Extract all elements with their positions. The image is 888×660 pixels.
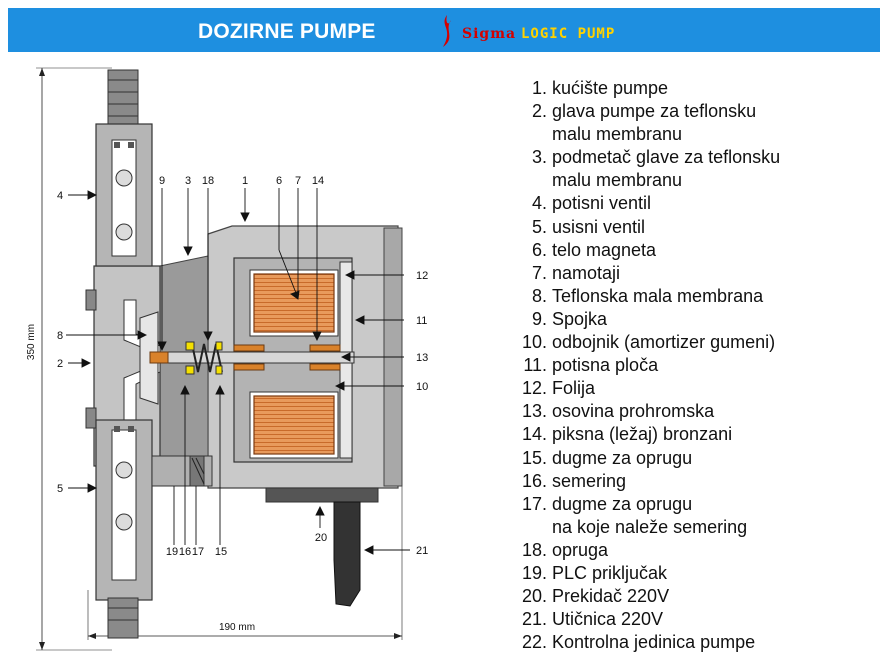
callout-12: 12 [416, 270, 429, 282]
legend-item-text: namotaji [552, 262, 621, 283]
sigma-logo [430, 12, 660, 48]
legend-item-text: na koje naleže semering [552, 516, 748, 537]
legend-item [505, 308, 780, 331]
page-title: DOZIRNE PUMPE [198, 20, 376, 43]
legend-item-text: Teflonska mala membrana [552, 285, 764, 306]
legend-item-number: 10. [521, 332, 547, 353]
legend-item-text: semering [552, 470, 627, 491]
legend-item [505, 354, 780, 377]
legend-item-text: odbojnik (amortizer gumeni) [552, 332, 776, 353]
legend-item-number: 1. [531, 78, 547, 98]
legend-item-text: telo magneta [552, 239, 657, 260]
legend-item [505, 146, 780, 169]
legend-item [505, 539, 780, 562]
height-dimension-label: 350 mm [26, 323, 37, 361]
legend-item [505, 562, 780, 585]
callout-3: 3 [184, 175, 192, 187]
callout-14: 14 [311, 175, 325, 187]
callout-5: 5 [56, 483, 64, 495]
legend-item-text: PLC priključak [552, 562, 668, 583]
legend-item [505, 585, 780, 608]
legend-item [505, 285, 780, 308]
legend-item-number: 6. [531, 239, 547, 260]
legend-item-number: 2. [531, 101, 547, 122]
legend-item-text: piksna (ležaj) bronzani [552, 424, 733, 445]
legend-item-number: 11. [523, 355, 547, 376]
power-cable [334, 502, 360, 606]
callout-1: 1 [241, 175, 249, 187]
callout-2: 2 [56, 358, 64, 370]
callout-19: 19 [165, 546, 179, 558]
legend-item-number [505, 516, 547, 539]
legend-item-text: Spojka [552, 308, 608, 329]
legend-item [505, 123, 780, 146]
legend-item-text: opruga [552, 539, 609, 560]
callout-10: 10 [416, 381, 429, 393]
callout-16: 16 [178, 546, 192, 558]
logo-text [462, 25, 615, 42]
legend-item-text: Prekidač 220V [552, 586, 670, 607]
legend-item-number: 20. [521, 586, 547, 607]
legend-item-text: potisni ventil [552, 193, 652, 214]
legend-item-number: 5. [531, 216, 547, 237]
legend-item [505, 470, 780, 493]
legend-item-text: usisni ventil [552, 216, 646, 237]
legend-item-number: 21. [521, 609, 547, 630]
legend-item-number: 7. [531, 262, 547, 283]
legend-item [505, 169, 780, 192]
flame-icon [434, 14, 460, 48]
callout-8: 8 [56, 330, 64, 342]
legend-item-text: dugme za oprugu [552, 447, 693, 468]
logo-brand: Sigma [462, 26, 517, 42]
parts-legend [505, 77, 780, 654]
legend-item-number: 8. [531, 285, 547, 306]
legend-item-number [505, 169, 547, 192]
legend-item-text: malu membranu [552, 170, 683, 191]
legend-item [505, 331, 780, 354]
legend-item-number: 3. [531, 147, 547, 168]
legend-item-text: malu membranu [552, 124, 683, 145]
callout-15: 15 [214, 546, 228, 558]
legend-item [505, 493, 780, 516]
callout-17: 17 [191, 546, 205, 558]
legend-item-text: Folija [552, 378, 596, 399]
plc-connector [152, 456, 212, 486]
logo-rest: LOGIC PUMP [521, 26, 616, 42]
callout-9: 9 [158, 175, 166, 187]
legend-item [505, 423, 780, 446]
legend-item-number: 13. [521, 401, 547, 422]
legend-item-number: 12. [521, 378, 547, 399]
discharge-valve [96, 70, 152, 266]
legend-item-text: dugme za oprugu [552, 493, 693, 514]
legend-item [505, 608, 780, 631]
callout-20: 20 [314, 532, 328, 544]
legend-item [505, 239, 780, 262]
legend-item-number: 14. [521, 424, 547, 445]
legend-item-number: 22. [521, 632, 547, 653]
legend-item [505, 77, 780, 100]
legend-item-text: osovina prohromska [552, 401, 715, 422]
legend-item [505, 447, 780, 470]
width-dimension-label: 190 mm [218, 622, 256, 633]
legend-item-number: 17. [521, 493, 547, 514]
callout-13: 13 [416, 352, 429, 364]
legend-item [505, 377, 780, 400]
legend-item-text: Kontrolna jedinica pumpe [552, 632, 756, 653]
legend-item-text: potisna ploča [552, 355, 659, 376]
legend-item-number: 4. [531, 193, 547, 214]
pump-cross-section-diagram [0, 55, 500, 660]
callout-6: 6 [275, 175, 283, 187]
legend-item-text: podmetač glave za teflonsku [552, 147, 781, 168]
legend-item-number: 16. [521, 470, 547, 491]
callout-4: 4 [56, 190, 64, 202]
legend-item-number: 15. [521, 447, 547, 468]
legend-item [505, 100, 780, 123]
legend-item-number [505, 123, 547, 146]
legend-item [505, 516, 780, 539]
callout-21: 21 [416, 545, 429, 557]
legend-item [505, 631, 780, 654]
callout-11: 11 [416, 315, 428, 327]
legend-item-number: 9. [531, 308, 547, 329]
legend-item-text: glava pumpe za teflonsku [552, 101, 757, 122]
legend-item-text: kućište pumpe [552, 78, 669, 98]
legend-item-text: Utičnica 220V [552, 609, 664, 630]
legend-item-number: 19. [521, 562, 547, 583]
callout-18: 18 [201, 175, 215, 187]
legend-item [505, 262, 780, 285]
legend-item [505, 192, 780, 215]
legend-item [505, 216, 780, 239]
legend-item-number: 18. [521, 539, 547, 560]
suction-valve [96, 420, 152, 638]
legend-item [505, 400, 780, 423]
callout-7: 7 [294, 175, 302, 187]
